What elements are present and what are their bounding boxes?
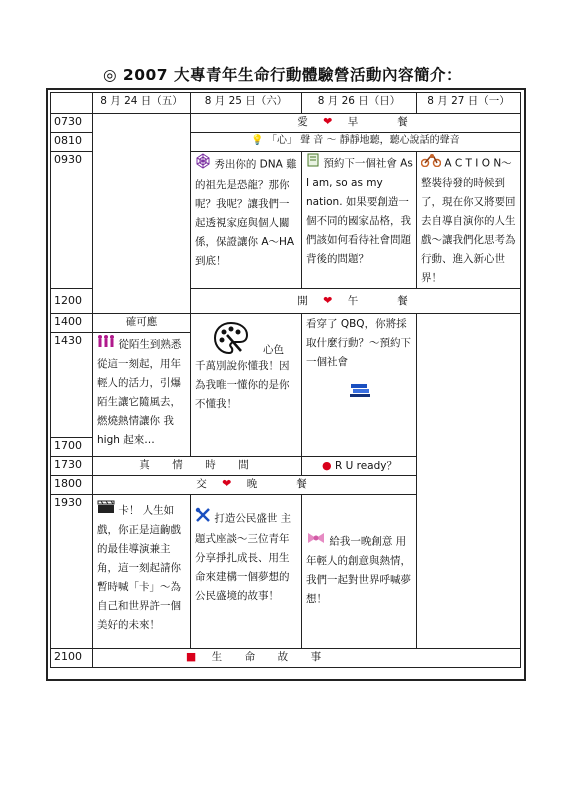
bomb-icon: ● bbox=[322, 459, 332, 472]
session-text: 給我一晚創意 用年輕人的創意與熱情，我們一起對世界呼喊夢想！ bbox=[306, 535, 411, 605]
time-label: 0930 bbox=[51, 152, 93, 289]
session-cell bbox=[302, 152, 417, 289]
corner-cell bbox=[51, 93, 93, 114]
session-text: R U ready？ bbox=[334, 460, 397, 472]
time-label: 1700 bbox=[51, 438, 93, 457]
clapperboard-icon bbox=[97, 500, 115, 521]
session-cell bbox=[302, 457, 417, 476]
session-cell bbox=[191, 152, 302, 289]
session-cell bbox=[191, 495, 302, 649]
time-label: 2100 bbox=[51, 649, 93, 668]
session-cell bbox=[93, 495, 191, 649]
session-text: 秀出你的 DNA 雞的祖先是恐龍？那你呢？我呢？讓我們一起透視家庭與個人關係，保證讓你 A～HA 到底！ bbox=[195, 158, 297, 267]
heart-voice-text: 「心」 聲 音 ～ 靜靜地聽，聽心說話的聲音 bbox=[266, 135, 460, 146]
breakfast-right: 早 餐 bbox=[347, 116, 414, 128]
books-icon bbox=[349, 382, 371, 405]
session-cell bbox=[191, 314, 302, 457]
lightbulb-icon: 💡 bbox=[251, 135, 264, 146]
heart-icon: ❤ bbox=[323, 115, 339, 128]
note-icon bbox=[306, 153, 320, 174]
dinner-right: 晚 餐 bbox=[246, 478, 313, 490]
time-label: 1930 bbox=[51, 495, 93, 649]
ribbon-icon bbox=[306, 531, 326, 552]
breakfast-row bbox=[191, 114, 521, 133]
bag-icon: ■ bbox=[185, 650, 203, 663]
dinner-left: 交 bbox=[196, 478, 213, 490]
people-icon bbox=[97, 334, 115, 355]
lunch-row bbox=[191, 289, 521, 314]
heart-voice-row bbox=[191, 133, 521, 152]
lunch-left: 開 bbox=[297, 295, 314, 307]
heart-icon: ❤ bbox=[222, 477, 238, 490]
session-cell bbox=[302, 314, 417, 457]
time-label: 1200 bbox=[51, 289, 93, 314]
motorcycle-icon bbox=[421, 153, 441, 174]
day-header: 8 月 25 日（六） bbox=[191, 93, 302, 114]
breakfast-left: 愛 bbox=[297, 116, 314, 128]
session-cell bbox=[302, 495, 417, 649]
session-label: 心色 bbox=[263, 344, 284, 356]
session-text: 打造公民盛世 主題式座談～三位青年分享掙扎成長、用生命來建構一個夢想的公民盛境的故事！ bbox=[195, 512, 292, 602]
page-title: ◎ 2007 大專青年生命行動體驗營活動內容簡介： bbox=[103, 66, 462, 84]
session-text: A C T I O N～ 整裝待發的時候到了，現在你又將要回去自導自演你的人生戲～讓我們化思考為行動、進入新心世界！ bbox=[421, 157, 516, 284]
session-cell bbox=[93, 333, 191, 457]
life-story-row bbox=[93, 649, 521, 668]
spiderweb-icon bbox=[195, 153, 211, 176]
schedule-table bbox=[50, 92, 521, 668]
tools-icon bbox=[195, 507, 211, 530]
dinner-row bbox=[93, 476, 417, 495]
session-cell bbox=[417, 152, 521, 289]
time-label: 0810 bbox=[51, 133, 93, 152]
time-label: 1400 bbox=[51, 314, 93, 333]
session-text: 看穿了 QBQ，你將採取什麼行動？～預約下一個社會 bbox=[306, 318, 411, 368]
session-text: 從陌生到熟悉 從這一刻起，用年輕人的活力，引爆陌生讓它隨風去，燃燒熱情讓你 我 high 起來… bbox=[97, 338, 182, 446]
session-text: 卡！ 人生如戲，你正是這齣戲的最佳導演兼主角，這一刻起請你暫時喊「卡」～為自己和世界許一個美好的未來！ bbox=[97, 504, 181, 631]
day-header: 8 月 27 日（一） bbox=[417, 93, 521, 114]
time-label: 1800 bbox=[51, 476, 93, 495]
day-header: 8 月 24 日（五） bbox=[93, 93, 191, 114]
heart-icon: ❤ bbox=[323, 294, 339, 307]
free-time-cell: 確可應 bbox=[93, 314, 191, 333]
session-text: 千萬別說你懂我！因為我唯一懂你的是你不懂我！ bbox=[195, 360, 290, 410]
empty-cell bbox=[417, 314, 521, 649]
time-label: 1430 bbox=[51, 333, 93, 438]
lunch-right: 午 餐 bbox=[347, 295, 414, 307]
day-header: 8 月 26 日（日） bbox=[302, 93, 417, 114]
time-label: 1730 bbox=[51, 457, 93, 476]
empty-cell bbox=[93, 114, 191, 314]
real-time-row: 真 情 時 間 bbox=[93, 457, 302, 476]
palette-icon bbox=[213, 321, 249, 362]
life-story-text: 生 命 故 事 bbox=[211, 651, 328, 663]
time-label: 0730 bbox=[51, 114, 93, 133]
session-text: 預約下一個社會 As I am, so as my nation. 如果要創造一個不同的國家品格，我們該如何看待社會問題背後的問題？ bbox=[306, 157, 413, 265]
